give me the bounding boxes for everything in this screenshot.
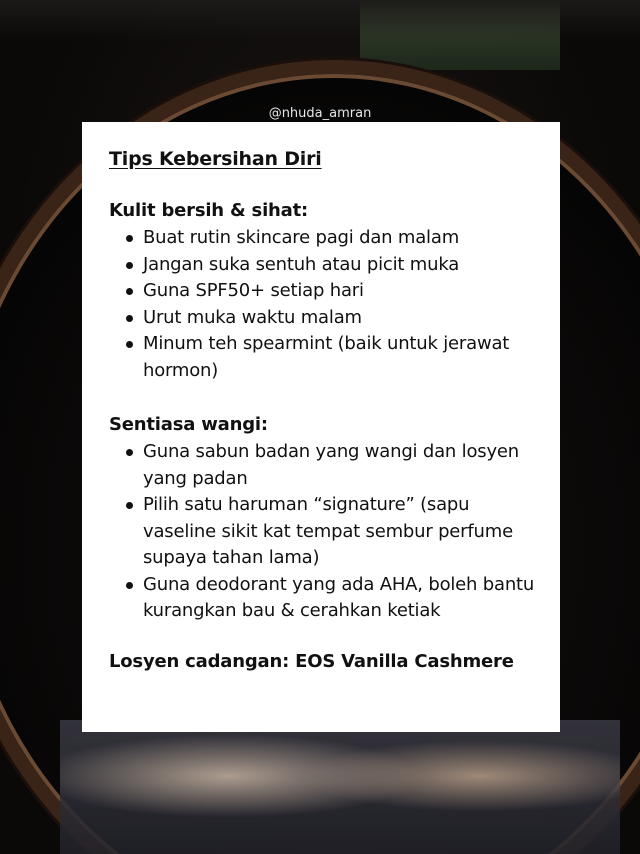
section-spacer: [109, 384, 536, 414]
card-title: Tips Kebersihan Diri: [109, 148, 322, 170]
list-item: Urut muka waktu malam: [123, 305, 536, 332]
section-heading-fragrance: Sentiasa wangi:: [109, 414, 268, 435]
list-item: Guna sabun badan yang wangi dan losyen yang padan: [123, 439, 536, 492]
section-heading-skin: Kulit bersih & sihat:: [109, 200, 309, 221]
list-item: Minum teh spearmint (baik untuk jerawat hormon): [123, 331, 536, 384]
section-fragrance: [109, 414, 536, 625]
list-item: Guna SPF50+ setiap hari: [123, 278, 536, 305]
list-item: Pilih satu haruman “signature” (sapu vaseline sikit kat tempat sembur perfume supaya tahan lama): [123, 492, 536, 572]
recommendation-text: Losyen cadangan: EOS Vanilla Cashmere: [109, 650, 514, 672]
watermark-username: @nhuda_amran: [268, 106, 372, 121]
person-reflection: [60, 720, 620, 854]
tips-card: [82, 122, 560, 732]
top-shadow: [0, 0, 640, 40]
list-item: Jangan suka sentuh atau picit muka: [123, 252, 536, 279]
section-skin: [109, 200, 536, 384]
tips-list-skin: [109, 225, 536, 384]
list-item: Buat rutin skincare pagi dan malam: [123, 225, 536, 252]
list-item: Guna deodorant yang ada AHA, boleh bantu kurangkan bau & cerahkan ketiak: [123, 572, 536, 625]
tips-list-fragrance: [109, 439, 536, 625]
